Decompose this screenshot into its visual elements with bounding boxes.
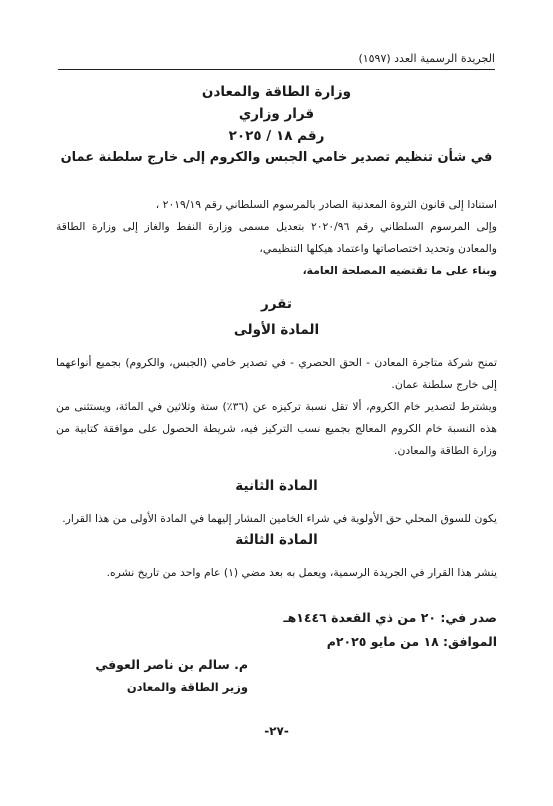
- issue-dates: [283, 606, 497, 654]
- gazette-header: [58, 52, 495, 70]
- decision-type: قرار وزاري: [238, 106, 315, 122]
- article-3-heading: المادة الثالثة: [235, 532, 318, 548]
- preamble-line: استنادا إلى قانون الثروة المعدنية الصادر بالمرسوم السلطاني رقم ٢٠١٩/١٩ ،: [155, 198, 497, 211]
- decision-number: رقم ١٨ / ٢٠٢٥: [228, 128, 325, 144]
- gazette-issue: الجريدة الرسمية العدد (١٥٩٧): [358, 52, 495, 65]
- page-number: -٢٧-: [264, 724, 289, 738]
- preamble-line: وإلى المرسوم السلطاني رقم ٢٠٢٠/٩٦ بتعديل مسمى وزارة النفط والغاز إلى وزارة الطاقة والمعادن وتحديد اختصاصاتها واعتماد هيكلها التنظيمي،: [56, 220, 497, 255]
- gregorian-date: الموافق: ١٨ من مايو ٢٠٢٥م: [326, 634, 497, 649]
- hijri-date: صدر في: ٢٠ من ذي القعدة ١٤٤٦هـ: [283, 610, 497, 625]
- decision-subject: في شأن تنظيم تصدير خامي الجبس والكروم إلى خارج سلطنة عمان: [60, 150, 493, 165]
- ministry-name: وزارة الطاقة والمعادن: [201, 84, 352, 100]
- article-2-heading: المادة الثانية: [235, 478, 318, 494]
- signer-name: م. سالم بن ناصر العوفي: [95, 657, 248, 672]
- article-1-heading: المادة الأولى: [233, 322, 320, 338]
- preamble: [56, 194, 497, 282]
- article-2-body: يكون للسوق المحلي حق الأولوية في شراء الخامين المشار إليهما في المادة الأولى من هذا القرار.: [62, 512, 497, 525]
- preamble-line: وبناء على ما تقتضيه المصلحة العامة،: [302, 264, 497, 277]
- article-1-body: [56, 352, 497, 462]
- signature-block: [56, 654, 248, 698]
- article-3-body: ينشر هذا القرار في الجريدة الرسمية، ويعمل به بعد مضي (١) عام واحد من تاريخ نشره.: [106, 566, 497, 579]
- article-paragraph: تمنح شركة متاجرة المعادن - الحق الحصري - في تصدير خامي (الجبس، والكروم) بجميع أنواعهما إلى خارج سلطنة عمان.: [56, 356, 497, 391]
- signer-title: وزير الطاقة والمعادن: [126, 680, 248, 694]
- article-paragraph: ويشترط لتصدير خام الكروم، ألا تقل نسبة تركيزه عن (٣٦٪) ستة وثلاثين في المائة، ويستثنى من هذه النسبة خام الكروم المعالج بجميع نسب التركيز فيه، شريطة الحصول على موافقة كتابية من وزارة الطاقة والمعادن.: [56, 400, 497, 457]
- decides-heading: تقرر: [261, 296, 292, 312]
